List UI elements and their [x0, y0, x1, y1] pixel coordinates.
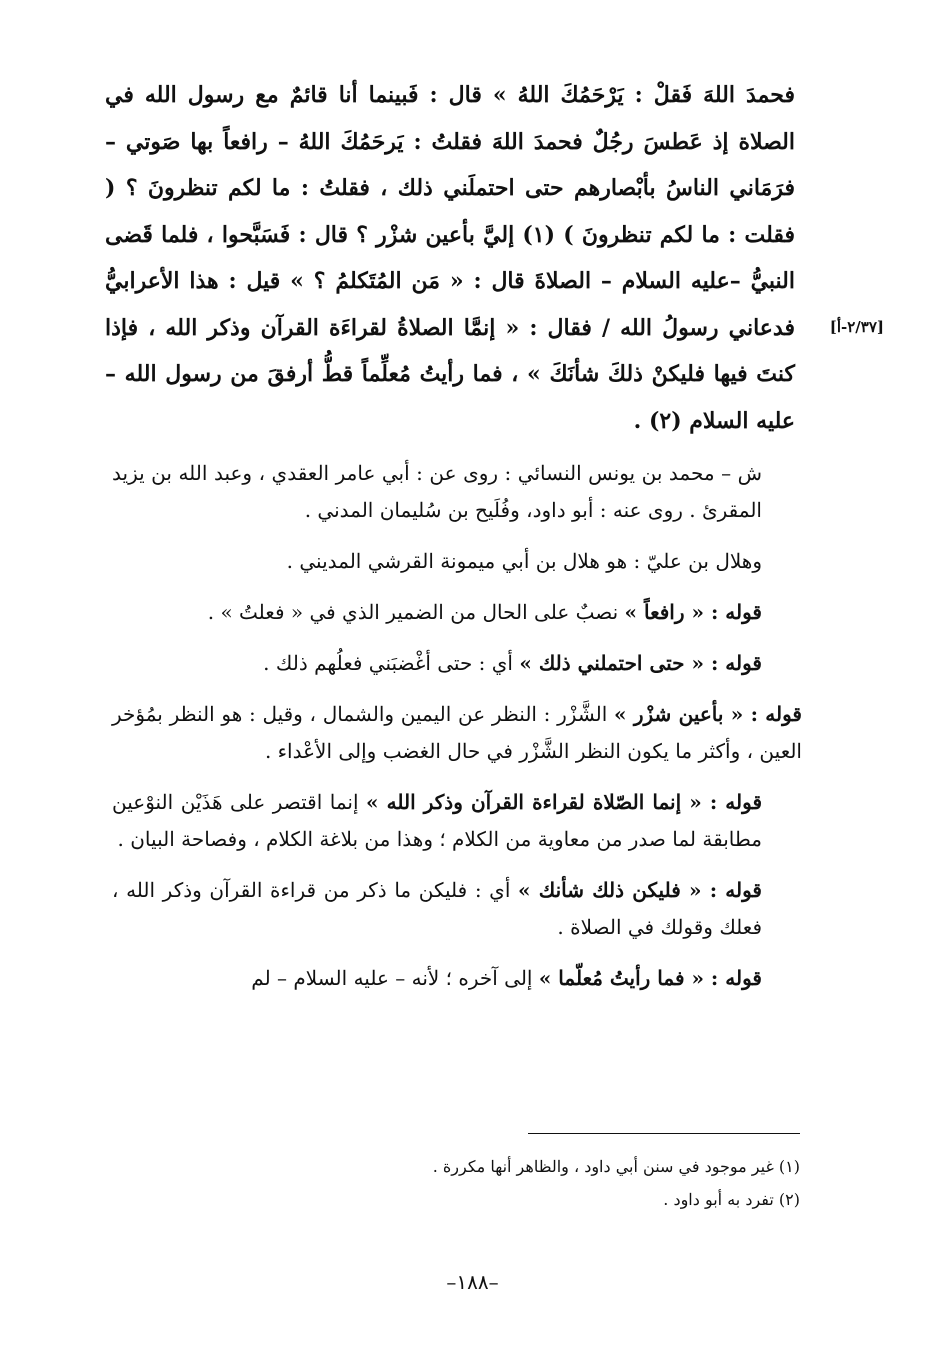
commentary-text: إلى آخره ؛ لأنه – عليه السلام – لم: [251, 966, 533, 990]
commentary-text: ش – محمد بن يونس النسائي : روى عن : أبي عامر العقدي ، وعبد الله بن يزيد المقرئ . روى عنه : أبو داود، وفُلَيح بن سُليمان المدني .: [112, 461, 762, 522]
commentary-text: أي : فليكن ما ذكر من قراءة القرآن وذكر الله ، فعلك وقولك في الصلاة .: [112, 878, 762, 939]
commentary-text: أي : حتى أغْضبَني فعلُهم ذلك .: [263, 651, 513, 675]
commentary-paragraph: [112, 960, 802, 997]
footnote: (١) غير موجود في سنن أبي داود ، والظاهر أنها مكررة .: [432, 1157, 800, 1176]
commentary-keyword: قوله : « حتى احتملني ذلك »: [519, 651, 762, 675]
commentary-paragraph: [112, 543, 802, 580]
page-number: –١٨٨–: [446, 1270, 499, 1294]
hadith-paragraph: فحمدَ اللهَ فَقلْ : يَرْحَمُكَ اللهُ » قال : فَبينما أنا قائمٌ مع رسول الله في الصلاة إذ عَطسَ رجُلٌ فحمدَ اللهَ فقلتُ : يَرحَمُكَ اللهُ – رافعاً بها صَوتي – فرَمَاني الناسُ بأبْصارهم حتى احتملَني ذلك ، فقلتُ : ما لكم تنظرونَ ؟ ( فقلت : ما لكم تنظرونَ ) (١) إليَّ بأعين شزْر ؟ قال : فَسَبَّحوا ، فلما قَضى النبيُّ –عليه السلام – الصلاةَ قال : « مَن المُتَكلمُ ؟ » قيل : هذا الأعرابيُّ فدعاني رسولُ الله / فقال : « إنمَّا الصلاةُ لقراءَة القرآن وذكر الله ، فإذا كنتَ فيها فليكنْ ذلكَ شأنَكَ » ، فما رأيتُ مُعلِّماً قطُّ أرفقَ من رسول الله – عليه السلام (٢) .: [105, 82, 795, 434]
manuscript-folio-reference: [٢/٣٧-أ]: [829, 318, 884, 336]
commentary-paragraph: [112, 455, 802, 529]
hadith-text: [105, 72, 795, 444]
commentary-paragraph: [112, 645, 802, 682]
commentary-text: وهلال بن عليّ : هو هلال بن أبي ميمونة القرشي المديني .: [286, 549, 762, 573]
commentary-keyword: قوله : « فما رأيتُ مُعلّما »: [538, 966, 762, 990]
commentary: [112, 455, 802, 1011]
commentary-keyword: قوله : « فليكن ذلك شأنك »: [518, 878, 762, 902]
footnotes: [300, 1150, 800, 1216]
commentary-text: نصبٌ على الحال من الضمير الذي في « فعلتُ » .: [207, 600, 619, 624]
commentary-keyword: قوله : « إنما الصّلاة لقراءة القرآن وذكر الله »: [366, 790, 763, 814]
commentary-keyword: قوله : « بأعين شزْر »: [614, 702, 802, 726]
commentary-keyword: قوله : « رافعاً »: [624, 600, 762, 624]
commentary-paragraph: [112, 872, 802, 946]
commentary-paragraph: [112, 784, 802, 858]
commentary-text: الشَّزْر : النظر عن اليمين والشمال ، وقيل : هو النظر بمُؤخر العين ، وأكثر ما يكون النظر الشَّزْر في حال الغضب وإلى الأعْداء .: [112, 702, 802, 763]
commentary-paragraph: [112, 696, 802, 770]
footnote: (٢) تفرد به أبو داود .: [663, 1190, 800, 1209]
footnote-divider: [528, 1133, 800, 1134]
commentary-paragraph: [112, 594, 802, 631]
commentary-text: إنما اقتصر على هَذَيْن النوْعين مطابقة لما صدر من معاوية من الكلام ؛ وهذا من بلاغة الكلام ، وفصاحة البيان .: [112, 790, 762, 851]
